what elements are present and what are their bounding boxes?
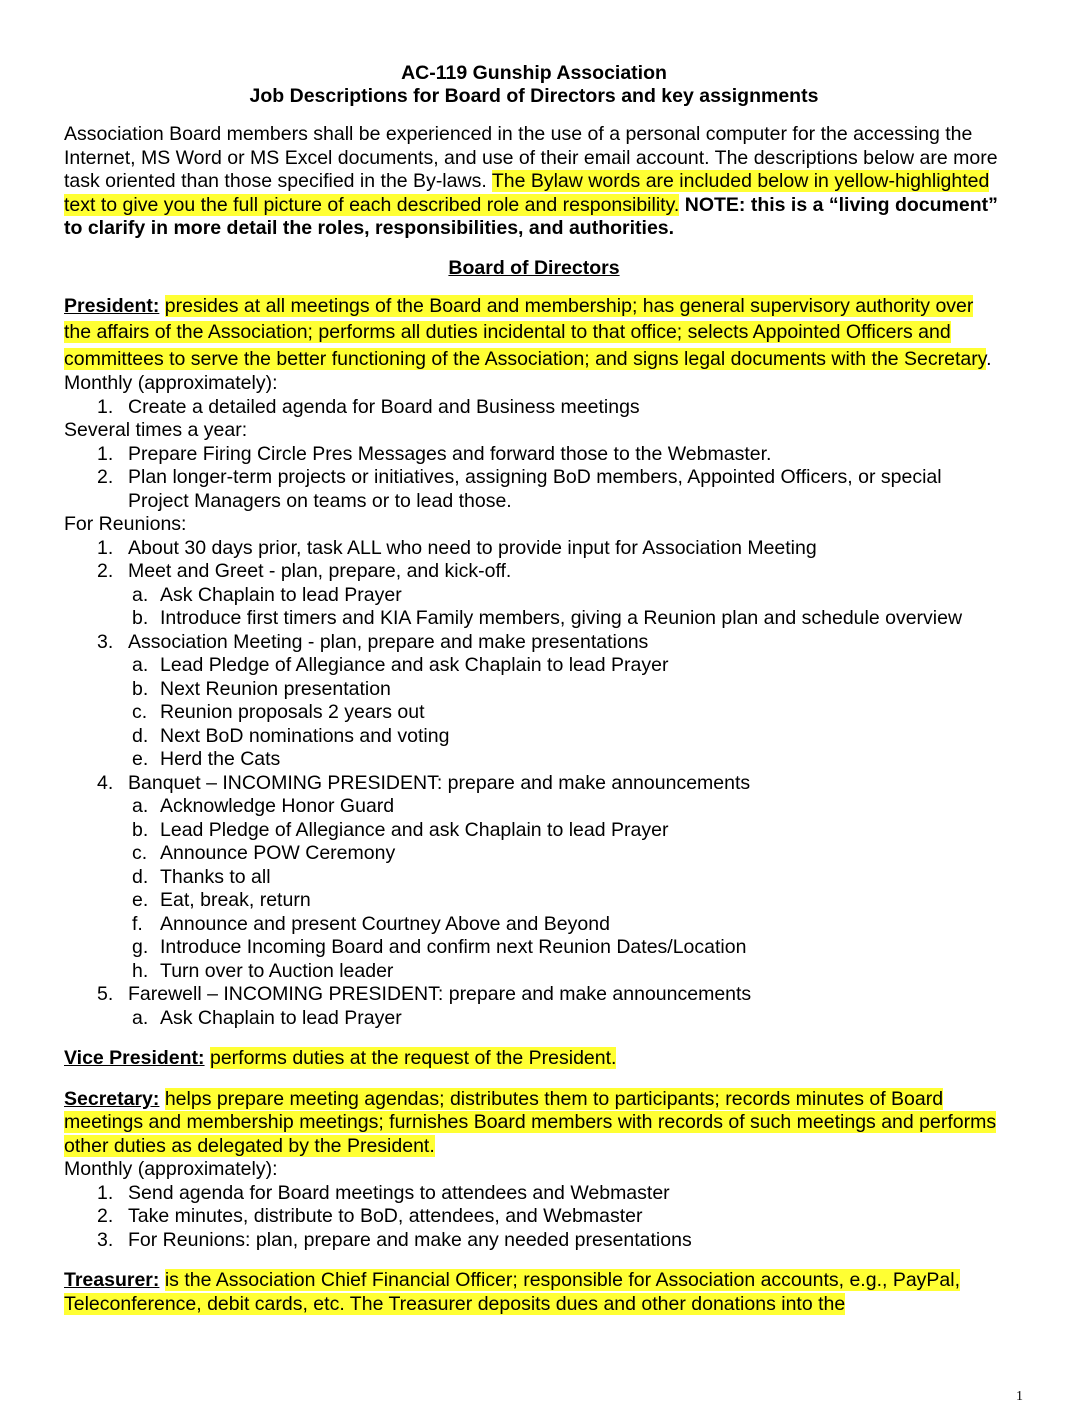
document-title — [64, 62, 1004, 108]
list-marker: a. — [132, 1006, 149, 1029]
sub-list-item — [64, 819, 1004, 843]
list-item-text: Plan longer-term projects or initiatives, assigning BoD members, Appointed Officers, or special Project Managers on teams or to lead those. — [128, 466, 942, 512]
list-marker: e. — [132, 889, 149, 912]
title-line-1: AC-119 Gunship Association — [401, 62, 667, 84]
sub-list-item — [64, 842, 1004, 866]
list-marker: 2. — [97, 1205, 114, 1228]
list-item-text: Create a detailed agenda for Board and Business meetings — [128, 395, 640, 418]
list-item-text: Next Reunion presentation — [160, 677, 391, 700]
secretary-section — [64, 1088, 1004, 1159]
list-marker: 5. — [97, 983, 114, 1006]
president-bylaw: presides at all meetings of the Board and membership; has general supervisory authority over the affairs of the Association; performs all duties incidental to that office; selects Appointed Officers and committees to serve the better functioning of the Association; and signs legal documents with the Secretary — [64, 294, 987, 370]
list-item — [64, 537, 1004, 561]
list-item-text: Acknowledge Honor Guard — [160, 795, 395, 818]
sub-list-item — [64, 607, 1004, 631]
list-marker: b. — [132, 607, 149, 630]
list-marker: 1. — [97, 395, 114, 418]
president-monthly-heading: Monthly (approximately): — [64, 372, 278, 395]
list-item-text: Reunion proposals 2 years out — [160, 701, 425, 724]
list-item-text: Herd the Cats — [160, 748, 281, 771]
treasurer-bylaw: is the Association Chief Financial Officer; responsible for Association accounts, e.g., PayPal, Teleconference, debit cards, etc. The Treasurer deposits dues and other donations into the — [64, 1269, 961, 1315]
list-item — [64, 1229, 1004, 1253]
list-marker: 3. — [97, 1228, 114, 1251]
president-reunions-heading: For Reunions: — [64, 513, 187, 536]
list-marker: c. — [132, 701, 148, 724]
list-item-text: Announce POW Ceremony — [160, 842, 396, 865]
list-item-text: Introduce Incoming Board and confirm next Reunion Dates/Location — [160, 936, 747, 959]
president-section — [64, 293, 1004, 373]
intro-text: Association Board members shall be experienced in the use of a personal computer for the accessing the Internet, MS Word or MS Excel documents, and use of their email account. The descriptions below are more task oriented than those specified in the By-laws. — [64, 123, 998, 193]
list-item — [64, 1205, 1004, 1229]
treasurer-label: Treasurer: — [64, 1269, 160, 1292]
list-marker: 4. — [97, 771, 114, 794]
list-marker: f. — [132, 912, 143, 935]
list-marker: b. — [132, 818, 149, 841]
list-item-text: Introduce first timers and KIA Family members, giving a Reunion plan and schedule overview — [160, 607, 963, 630]
list-item — [64, 983, 1004, 1007]
list-marker: b. — [132, 677, 149, 700]
sub-list-item — [64, 748, 1004, 772]
list-item-text: About 30 days prior, task ALL who need to provide input for Association Meeting — [128, 536, 817, 559]
sub-list-item — [64, 654, 1004, 678]
list-item-text: Prepare Firing Circle Pres Messages and forward those to the Webmaster. — [128, 442, 772, 465]
sub-list-item — [64, 913, 1004, 937]
list-item-text: Eat, break, return — [160, 889, 311, 912]
list-item-text: Association Meeting - plan, prepare and make presentations — [128, 630, 649, 653]
list-item-text: Meet and Greet - plan, prepare, and kick-off. — [128, 560, 512, 583]
list-marker: c. — [132, 842, 148, 865]
sub-list-item — [64, 936, 1004, 960]
list-marker: a. — [132, 654, 149, 677]
vice-president-section — [64, 1047, 1004, 1071]
list-marker: 2. — [97, 560, 114, 583]
list-item — [64, 443, 1004, 467]
intro-paragraph — [64, 123, 1004, 241]
president-monthly-list — [64, 396, 1004, 420]
list-item-text: Turn over to Auction leader — [160, 959, 394, 982]
sub-list-item — [64, 584, 1004, 608]
list-marker: 1. — [97, 442, 114, 465]
president-reunions-list — [64, 537, 1004, 1031]
list-item-text: Thanks to all — [160, 865, 271, 888]
list-item — [64, 772, 1004, 796]
list-marker: 3. — [97, 630, 114, 653]
list-item-text: Farewell – INCOMING PRESIDENT: prepare and make announcements — [128, 983, 752, 1006]
list-marker: d. — [132, 724, 149, 747]
list-item-text: Next BoD nominations and voting — [160, 724, 450, 747]
list-item-text: Banquet – INCOMING PRESIDENT: prepare and make announcements — [128, 771, 751, 794]
president-bylaw-end: . — [986, 347, 992, 370]
secretary-bylaw: helps prepare meeting agendas; distributes them to participants; records minutes of Board meetings and membership meetings; furnishes Board members with records of such meetings and performs other duties as delegated by the President. — [64, 1087, 997, 1157]
list-marker: e. — [132, 748, 149, 771]
list-item-text: Send agenda for Board meetings to attendees and Webmaster — [128, 1181, 670, 1204]
president-several-heading: Several times a year: — [64, 419, 248, 442]
document-page — [64, 62, 1004, 1316]
sub-list-item — [64, 725, 1004, 749]
president-several-list — [64, 443, 1004, 514]
list-marker: 2. — [97, 466, 114, 489]
list-item — [64, 1182, 1004, 1206]
treasurer-section — [64, 1269, 1004, 1316]
list-item-text: Lead Pledge of Allegiance and ask Chaplain to lead Prayer — [160, 654, 669, 677]
sub-list-item — [64, 701, 1004, 725]
board-heading: Board of Directors — [448, 256, 620, 279]
vice-president-label: Vice President: — [64, 1047, 205, 1070]
list-marker: a. — [132, 583, 149, 606]
sub-list-item — [64, 889, 1004, 913]
list-item — [64, 631, 1004, 655]
list-item-text: For Reunions: plan, prepare and make any needed presentations — [128, 1228, 692, 1251]
list-item-text: Announce and present Courtney Above and Beyond — [160, 912, 610, 935]
intro-highlight: The Bylaw words are included below in yellow-highlighted text to give you the full picture of each described role and responsibility. — [64, 170, 990, 216]
list-item — [64, 466, 1004, 513]
list-item — [64, 396, 1004, 420]
vice-president-bylaw: performs duties at the request of the President. — [209, 1047, 617, 1070]
page-number: 1 — [1016, 1389, 1023, 1404]
list-marker: d. — [132, 865, 149, 888]
list-marker: g. — [132, 936, 149, 959]
secretary-label: Secretary: — [64, 1087, 160, 1110]
sub-list-item — [64, 866, 1004, 890]
sub-list-item — [64, 960, 1004, 984]
intro-note: NOTE: this is a “living document” to clarify in more detail the roles, responsibilities, and authorities. — [64, 193, 998, 240]
list-marker: 1. — [97, 536, 114, 559]
list-marker: a. — [132, 795, 149, 818]
sub-list-item — [64, 1007, 1004, 1031]
title-line-2: Job Descriptions for Board of Directors and key assignments — [249, 85, 819, 107]
president-label: President: — [64, 294, 160, 317]
list-marker: 1. — [97, 1181, 114, 1204]
secretary-monthly-list — [64, 1182, 1004, 1253]
list-item-text: Ask Chaplain to lead Prayer — [160, 583, 402, 606]
sub-list-item — [64, 795, 1004, 819]
sub-list-item — [64, 678, 1004, 702]
list-marker: h. — [132, 959, 149, 982]
secretary-monthly-heading: Monthly (approximately): — [64, 1158, 278, 1181]
list-item-text: Take minutes, distribute to BoD, attendees, and Webmaster — [128, 1205, 643, 1228]
list-item-text: Ask Chaplain to lead Prayer — [160, 1006, 402, 1029]
list-item-text: Lead Pledge of Allegiance and ask Chaplain to lead Prayer — [160, 818, 669, 841]
list-item — [64, 560, 1004, 584]
